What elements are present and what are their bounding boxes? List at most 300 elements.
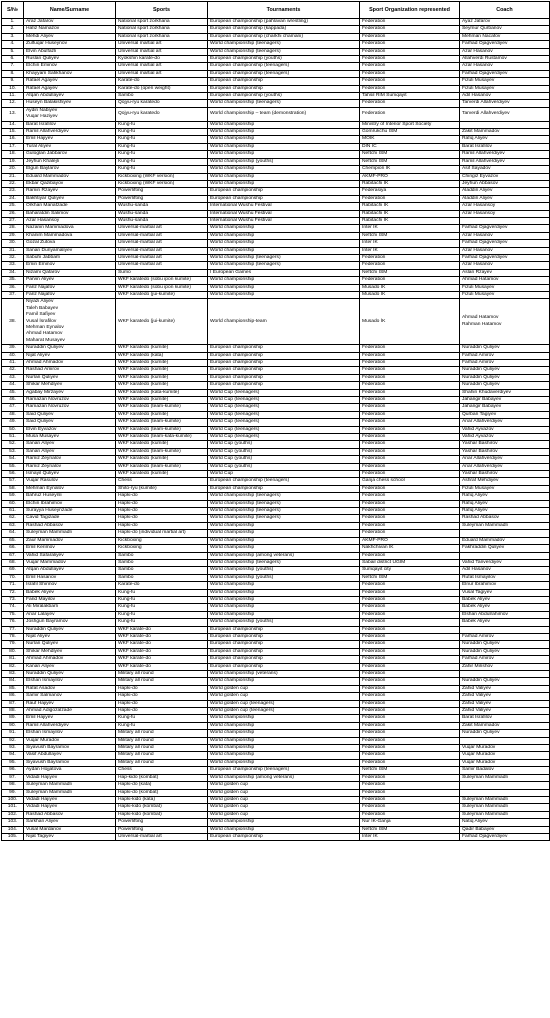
coach-cell-line: Azar Hasansoy xyxy=(462,203,496,209)
coach-cell xyxy=(460,759,550,766)
row-number: 101. xyxy=(2,804,24,811)
row-number: 28. xyxy=(2,225,24,232)
sport-cell: Kyokshin karate-do xyxy=(116,56,208,63)
tournament-cell: World Cup (teenagers) xyxy=(208,396,360,403)
athlete-name-line: Elchin Eminov xyxy=(26,63,57,69)
organization-cell: Neftchi İSM xyxy=(360,767,460,774)
athlete-name xyxy=(24,833,116,840)
sport-cell: WKF karatedo (kumite) xyxy=(116,345,208,352)
athlete-name xyxy=(24,299,116,345)
row-number: 96. xyxy=(2,767,24,774)
athlete-name-line: Ramiz Zeynalov xyxy=(26,456,62,462)
table-row xyxy=(2,107,550,121)
coach-cell-line: Zahid Valiyev xyxy=(462,700,491,706)
sport-cell: Wushu-sanda xyxy=(116,203,208,210)
table-row xyxy=(2,48,550,55)
athlete-name-line: Vidadi Hajıyev xyxy=(26,804,58,810)
athlete-name-line: Barat İsrafilov xyxy=(26,121,56,127)
athlete-name xyxy=(24,641,116,648)
table-row xyxy=(2,396,550,403)
coach-cell-line: Azar Hasanov xyxy=(462,63,493,69)
table-row xyxy=(2,745,550,752)
coach-cell xyxy=(460,700,550,707)
tournament-cell: World championship xyxy=(208,166,360,173)
tournament-cell: World championship xyxy=(208,143,360,150)
tournament-cell: European championship (teenagers) xyxy=(208,63,360,70)
sport-cell: Hapki-kido (kombat) xyxy=(116,804,208,811)
athlete-name xyxy=(24,767,116,774)
athlete-name xyxy=(24,19,116,26)
tournament-cell: World championship xyxy=(208,759,360,766)
coach-cell xyxy=(460,500,550,507)
athlete-name xyxy=(24,210,116,217)
athlete-name xyxy=(24,596,116,603)
sport-cell: WKF karatedo (sobu ipon kumite) xyxy=(116,277,208,284)
athlete-name-line: Sarkhan Aliyev xyxy=(26,819,59,825)
athlete-name-line: Vuqar Mammadov xyxy=(26,559,66,565)
coach-cell-line: Nuraddin Quliyev xyxy=(462,648,500,654)
athlete-name-line: Parvin Aliyev xyxy=(26,277,54,283)
coach-cell xyxy=(460,188,550,195)
sport-cell: WKF karatedo (kumite) xyxy=(116,471,208,478)
table-row xyxy=(2,121,550,128)
athlete-name-line: Mehman Eynalov xyxy=(26,485,64,491)
athlete-name-line: Zaur Mammadov xyxy=(26,537,63,543)
table-row xyxy=(2,493,550,500)
table-row xyxy=(2,559,550,566)
table-row xyxy=(2,180,550,187)
athlete-name-line: Suleyman Mammadli xyxy=(26,789,72,795)
table-row xyxy=(2,210,550,217)
row-number: 9. xyxy=(2,78,24,85)
sport-cell: WKF karatedo (kata) xyxy=(116,352,208,359)
tournament-cell: World championship (teenagers) xyxy=(208,254,360,261)
athlete-name-line: Agabay Mirzayev xyxy=(26,389,64,395)
athlete-name-line: Ahmad Ahmadov xyxy=(26,359,64,365)
sport-cell: Shito-ryu (kumite) xyxy=(116,485,208,492)
row-number: 36. xyxy=(2,284,24,291)
table-row xyxy=(2,225,550,232)
sport-cell: Kung-fu xyxy=(116,158,208,165)
coach-cell xyxy=(460,456,550,463)
athlete-name xyxy=(24,48,116,55)
sport-cell: Hapki-do xyxy=(116,508,208,515)
athlete-name-line: Kanan Aliyev xyxy=(26,663,55,669)
row-number: 67. xyxy=(2,552,24,559)
athlete-name xyxy=(24,752,116,759)
row-number: 47. xyxy=(2,404,24,411)
coach-cell-line: Farhad Ojagverdiyev xyxy=(462,833,508,839)
coach-cell xyxy=(460,508,550,515)
sport-cell: WKF karate-do xyxy=(116,663,208,670)
organization-cell: Federation xyxy=(360,685,460,692)
athlete-name-line: Azar Hasansoy xyxy=(26,217,60,223)
tournament-cell: World championship (veterans) xyxy=(208,671,360,678)
row-number: 105. xyxy=(2,833,24,840)
athlete-name xyxy=(24,277,116,284)
organization-cell: Federation xyxy=(360,678,460,685)
coach-cell xyxy=(460,217,550,224)
tournament-cell: World championship (among veterans) xyxy=(208,774,360,781)
coach-cell xyxy=(460,19,550,26)
table-row xyxy=(2,656,550,663)
athlete-name-line: Guloglan Jabbarov xyxy=(26,151,68,157)
organization-cell: Federation xyxy=(360,752,460,759)
organization-cell: Sumqayit city xyxy=(360,567,460,574)
organization-cell: Chempion İK xyxy=(360,166,460,173)
tournament-cell: World championship xyxy=(208,752,360,759)
coach-cell xyxy=(460,434,550,441)
coach-cell-line: Anar Allahverdiyev xyxy=(462,463,503,469)
row-number: 85. xyxy=(2,685,24,692)
organization-cell: Federation xyxy=(360,782,460,789)
coach-cell xyxy=(460,648,550,655)
coach-cell xyxy=(460,722,550,729)
coach-cell-line: Yashar Bashirov xyxy=(462,471,498,477)
coach-cell xyxy=(460,633,550,640)
coach-cell-line: Nuraddin Quliyev xyxy=(462,641,500,647)
coach-cell-line: Yashar Bashirov xyxy=(462,448,498,454)
coach-cell-line: Tarverdi Allahverdiyev xyxy=(462,100,510,106)
row-number: 103. xyxy=(2,819,24,826)
athlete-name xyxy=(24,85,116,92)
coach-cell xyxy=(460,85,550,92)
athlete-name-line: Rauf Hajiyev xyxy=(26,700,54,706)
athlete-name-line: Elchin İbrahimov xyxy=(26,500,63,506)
organization-cell: AKMF-PRO xyxy=(360,537,460,544)
table-row xyxy=(2,284,550,291)
athlete-name-line: Rashad Abbasov xyxy=(26,811,63,817)
sport-cell: Hapki-do (kata) xyxy=(116,782,208,789)
coach-cell xyxy=(460,611,550,618)
athlete-name xyxy=(24,493,116,500)
sport-cell: Sumo xyxy=(116,269,208,276)
organization-cell: Federation xyxy=(360,411,460,418)
organization-cell: İnter İK xyxy=(360,247,460,254)
athlete-name-line: Niyazi Aliyev xyxy=(26,299,54,305)
athlete-name xyxy=(24,619,116,626)
sport-cell: Karate-do xyxy=(116,78,208,85)
coach-cell-line: Zakit Mammadov xyxy=(462,722,500,728)
table-row xyxy=(2,129,550,136)
row-number: 34. xyxy=(2,269,24,276)
athlete-name-line: Sanan Aliyev xyxy=(26,441,55,447)
coach-cell-line: Aladdin Aliyev xyxy=(462,188,493,194)
tournament-cell: World golden cup xyxy=(208,693,360,700)
athlete-name-line: Mehdi Aliyev xyxy=(26,33,54,39)
row-number: 75. xyxy=(2,611,24,618)
coach-cell-line: Vuqar Muradov xyxy=(462,745,496,751)
table-row xyxy=(2,404,550,411)
organization-cell: Neftchi İSM xyxy=(360,158,460,165)
tournament-cell: World championship xyxy=(208,589,360,596)
tournament-cell: European championship xyxy=(208,648,360,655)
coach-cell-line: Barat İsrafilov xyxy=(462,715,492,721)
table-row xyxy=(2,737,550,744)
table-row xyxy=(2,730,550,737)
row-number: 63. xyxy=(2,522,24,529)
organization-cell: Federation xyxy=(360,745,460,752)
row-number: 50. xyxy=(2,426,24,433)
coach-cell-line: Rufat İsmayilov xyxy=(462,574,496,580)
athlete-name-line: Emil Hasanov xyxy=(26,574,57,580)
coach-cell xyxy=(460,604,550,611)
table-row xyxy=(2,143,550,150)
athlete-name-line: Ahmad Hatamov xyxy=(26,331,63,337)
coach-cell-line: Aladdin Aliyev xyxy=(462,195,493,201)
sport-cell: Chess xyxy=(116,767,208,774)
row-number: 20. xyxy=(2,166,24,173)
athlete-name xyxy=(24,382,116,389)
coach-cell xyxy=(460,240,550,247)
row-number: 3. xyxy=(2,33,24,40)
coach-cell xyxy=(460,367,550,374)
row-number: 71. xyxy=(2,582,24,589)
athlete-name xyxy=(24,537,116,544)
coach-cell xyxy=(460,819,550,826)
table-row xyxy=(2,648,550,655)
athlete-name-line: İsrafil Shirinov xyxy=(26,582,57,588)
tournament-cell: World championship xyxy=(208,604,360,611)
table-row xyxy=(2,582,550,589)
table-row xyxy=(2,173,550,180)
athlete-name xyxy=(24,158,116,165)
row-number: 35. xyxy=(2,277,24,284)
athlete-name xyxy=(24,254,116,261)
organization-cell: Federation xyxy=(360,485,460,492)
row-number: 4. xyxy=(2,41,24,48)
table-row xyxy=(2,678,550,685)
coach-cell-line: Azar Hasansoy xyxy=(462,210,496,216)
coach-cell-line xyxy=(462,553,547,559)
row-number: 94. xyxy=(2,752,24,759)
sport-cell: Sambo xyxy=(116,574,208,581)
athlete-name-line: İsmayil Quliyev xyxy=(26,471,59,477)
organization-cell: Federation xyxy=(360,56,460,63)
athlete-name-line: Ramazan Novruzov xyxy=(26,404,69,410)
athlete-name xyxy=(24,284,116,291)
table-row xyxy=(2,441,550,448)
athlete-name-line: Rafat Asadov xyxy=(26,685,56,691)
table-row xyxy=(2,151,550,158)
tournament-cell: World championship (teenagers) xyxy=(208,515,360,522)
sport-cell: Hapki-kido (kombat) xyxy=(116,811,208,818)
athlete-name-line: Maharat Musayev xyxy=(26,337,65,343)
coach-cell-line: Vuqar Muradov xyxy=(462,759,496,765)
athlete-name xyxy=(24,107,116,121)
table-row xyxy=(2,663,550,670)
athlete-name-line: Ruslan Quliyev xyxy=(26,56,59,62)
sport-cell: Military all round xyxy=(116,745,208,752)
organization-cell: Rabitachi İK xyxy=(360,203,460,210)
table-row xyxy=(2,804,550,811)
athlete-name xyxy=(24,389,116,396)
header-sports: Sports xyxy=(116,2,208,19)
athlete-name xyxy=(24,626,116,633)
athlete-name xyxy=(24,419,116,426)
coach-cell xyxy=(460,158,550,165)
coach-cell xyxy=(460,374,550,381)
sport-cell: Sambo xyxy=(116,93,208,100)
organization-cell: Neftchi İSM xyxy=(360,151,460,158)
row-number: 25. xyxy=(2,203,24,210)
coach-cell xyxy=(460,774,550,781)
sport-cell: Powerlifting xyxy=(116,826,208,833)
tournament-cell: World championship (teenagers) xyxy=(208,41,360,48)
sport-cell: WKF karate-do xyxy=(116,641,208,648)
tournament-cell: European championship xyxy=(208,633,360,640)
athlete-name xyxy=(24,359,116,366)
organization-cell: Federation xyxy=(360,404,460,411)
athlete-name xyxy=(24,63,116,70)
sport-cell: WKF karatedo (team-kumite) xyxy=(116,419,208,426)
tournament-cell: World Cup (teenagers) xyxy=(208,434,360,441)
tournament-cell: World championship (among veterans) xyxy=(208,552,360,559)
row-number: 8. xyxy=(2,70,24,77)
row-number: 90. xyxy=(2,722,24,729)
organization-cell: Federation xyxy=(360,41,460,48)
tournament-cell: World championship – team (demonstration) xyxy=(208,107,360,121)
organization-cell: Federation xyxy=(360,552,460,559)
athlete-name-line: Ekbar Qazibayov xyxy=(26,180,64,186)
coach-cell-line: Barat İsrafilov xyxy=(462,143,492,149)
tournament-cell: European championship xyxy=(208,345,360,352)
table-row xyxy=(2,508,550,515)
row-number: 104. xyxy=(2,826,24,833)
sport-cell: Kickboxing (WKF version) xyxy=(116,173,208,180)
athlete-name xyxy=(24,826,116,833)
sport-cell: Universal-martial art xyxy=(116,833,208,840)
row-number: 83. xyxy=(2,671,24,678)
row-number: 54. xyxy=(2,456,24,463)
athlete-name-line: Suleyman Mammadli xyxy=(26,530,72,536)
organization-cell: Federation xyxy=(360,604,460,611)
organization-cell: Federation xyxy=(360,33,460,40)
organization-cell: Federation xyxy=(360,70,460,77)
sport-cell: WKF karate-do xyxy=(116,648,208,655)
sport-cell: Kung-fu xyxy=(116,589,208,596)
row-number: 99. xyxy=(2,789,24,796)
table-row xyxy=(2,833,550,840)
row-number: 26. xyxy=(2,210,24,217)
row-number: 43. xyxy=(2,374,24,381)
sport-cell: WKF karate-do xyxy=(116,633,208,640)
table-row xyxy=(2,796,550,803)
athlete-name xyxy=(24,559,116,566)
table-row xyxy=(2,389,550,396)
athlete-name xyxy=(24,180,116,187)
athlete-name-line: Babek Aliyev xyxy=(26,589,55,595)
athlete-name xyxy=(24,530,116,537)
row-number: 27. xyxy=(2,217,24,224)
table-row xyxy=(2,292,550,299)
athlete-name-line: Vuqar Rasulov xyxy=(26,478,58,484)
sport-cell: Kung-fu xyxy=(116,715,208,722)
table-row xyxy=(2,299,550,345)
athlete-name xyxy=(24,173,116,180)
coach-cell-line: Rahman Hatamov xyxy=(462,321,502,327)
athlete-name-line: Vuqar Haziyev xyxy=(26,114,58,120)
sport-cell: National sport zorkhana xyxy=(116,26,208,33)
organization-cell: Federation xyxy=(360,715,460,722)
coach-cell-line: Zahid Valiyev xyxy=(462,693,491,699)
coach-cell-line: Babek Aliyev xyxy=(462,604,491,610)
tournament-cell: World Cup (teenagers) xyxy=(208,411,360,418)
tournament-cell: European championship xyxy=(208,85,360,92)
coach-cell xyxy=(460,389,550,396)
table-row xyxy=(2,26,550,33)
athlete-name xyxy=(24,434,116,441)
sport-cell: Universal martial art xyxy=(116,63,208,70)
athlete-name-line: Shikar Mehdiyev xyxy=(26,382,63,388)
sport-cell: WKF karatedo (kumite) xyxy=(116,382,208,389)
sport-cell: Qojyu-ryu karatedo xyxy=(116,100,208,107)
coach-cell xyxy=(460,530,550,537)
tournament-cell: European championship (teenagers) xyxy=(208,767,360,774)
athlete-name xyxy=(24,663,116,670)
header-organization: Sport Organization represented xyxy=(360,2,460,19)
coach-cell xyxy=(460,299,550,345)
athlete-name xyxy=(24,269,116,276)
tournament-cell: World championship xyxy=(208,819,360,826)
athlete-name-line: Elgun Baylarov xyxy=(26,166,59,172)
coach-cell xyxy=(460,552,550,559)
athlete-name-line: Rafael Agayev xyxy=(26,78,58,84)
athlete-name xyxy=(24,678,116,685)
athlete-name-line: Afqan Abdullayev xyxy=(26,93,64,99)
tournament-cell: World golden cup xyxy=(208,789,360,796)
coach-cell-line: Fakhraddin Quliyev xyxy=(462,545,505,551)
coach-cell-line: Farhad Ojagverdiyev xyxy=(462,240,508,246)
organization-cell: Federation xyxy=(360,522,460,529)
athlete-name xyxy=(24,708,116,715)
athlete-name xyxy=(24,759,116,766)
coach-cell xyxy=(460,426,550,433)
coach-cell-line: Adil Hasanov xyxy=(462,93,491,99)
table-row xyxy=(2,158,550,165)
organization-cell: Federation xyxy=(360,804,460,811)
coach-cell xyxy=(460,752,550,759)
table-row xyxy=(2,589,550,596)
table-row xyxy=(2,203,550,210)
sport-cell: Powerlifting xyxy=(116,195,208,202)
header-tournaments: Tournaments xyxy=(208,2,360,19)
organization-cell: Federation xyxy=(360,582,460,589)
athlete-name-line: Eduard Mammadov xyxy=(26,173,69,179)
row-number: 59. xyxy=(2,493,24,500)
tournament-cell: World championship (teenagers) xyxy=(208,559,360,566)
athlete-name xyxy=(24,411,116,418)
sport-cell: Hapki-do xyxy=(116,693,208,700)
coach-cell xyxy=(460,26,550,33)
row-number: 44. xyxy=(2,382,24,389)
tournament-cell: World Cup (youths) xyxy=(208,441,360,448)
athlete-name xyxy=(24,217,116,224)
coach-cell-line: Nuraddin Quliyev xyxy=(462,730,500,736)
table-row xyxy=(2,367,550,374)
row-number: 60. xyxy=(2,500,24,507)
row-number: 37. xyxy=(2,292,24,299)
organization-cell: İnter İK xyxy=(360,225,460,232)
organization-cell: Rabitachi İK xyxy=(360,217,460,224)
athlete-name xyxy=(24,100,116,107)
tournament-cell: World championship xyxy=(208,596,360,603)
coach-cell-line: Aslan Rzayev xyxy=(462,269,492,275)
coach-cell xyxy=(460,782,550,789)
athlete-name xyxy=(24,56,116,63)
athlete-name xyxy=(24,352,116,359)
coach-cell xyxy=(460,663,550,670)
